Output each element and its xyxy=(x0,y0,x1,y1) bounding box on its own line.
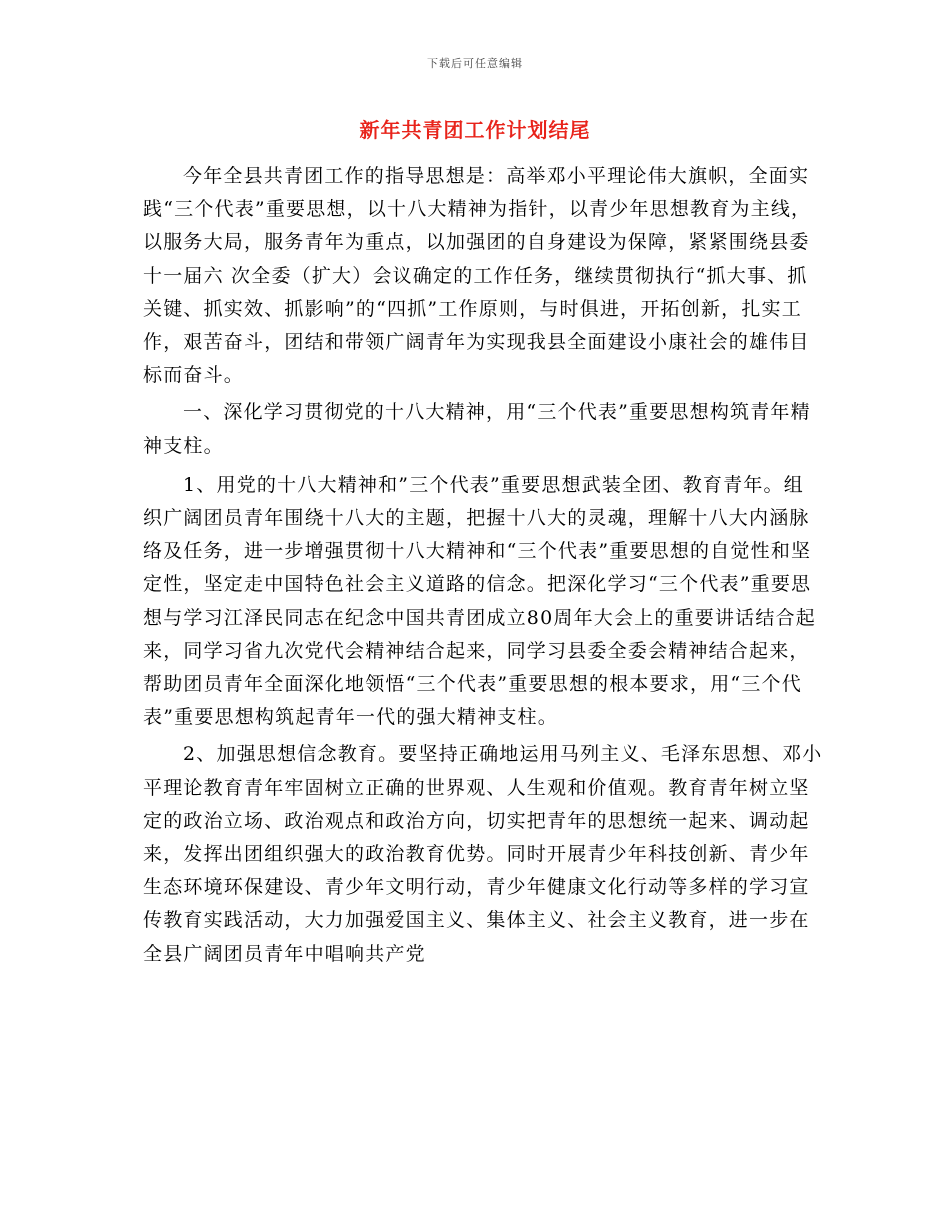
document-title: 新年共青团工作计划结尾 xyxy=(359,118,591,142)
header-note: 下载后可任意编辑 xyxy=(427,57,523,70)
section-heading-1: 一、深化学习贯彻党的十八大精神，用“三个代表”重要思想构筑青年精神支柱。 xyxy=(143,401,811,457)
paragraph-item-1: 1、用党的十八大精神和”三个代表”重要思想武装全团、教育青年。组织广阔团员青年围绕十八大的主题，把握十八大的灵魂，理解十八大内涵脉络及任务，进一步增强贯彻十八大精神和“三个代表”重要思想的自觉性和坚定性，坚定走中国特色社会主义道路的信念。把深化学习“三个代表”重要思想与学习江泽民同志在纪念中国共青团成立80周年大会上的重要讲话结合起来，同学习省九次党代会精神结合起来，同学习县委全委会精神结合起来，帮助团员青年全面深化地领悟“三个代表”重要思想的根本要求，用“三个代表”重要思想构筑起青年一代的强大精神支柱。 xyxy=(143,473,816,729)
paragraph-guiding-ideology: 今年全县共青团工作的指导思想是：高举邓小平理论伟大旗帜，全面实践“三个代表”重要思想，以十八大精神为指针，以青少年思想教育为主线，以服务大局，服务青年为重点，以加强团的自身建设为保障，紧紧围绕县委十一届六 次全委（扩大）会议确定的工作任务，继续贯彻执行“抓大事、抓关键、抓实效、抓影响”的“四抓”工作原则，与时俱进，开拓创新，扎实工作，艰苦奋斗，团结和带领广阔青年为实现我县全面建设小康社会的雄伟目标而奋斗。 xyxy=(143,165,812,387)
document-body xyxy=(143,160,823,975)
paragraph-item-2: 2、加强思想信念教育。要坚持正确地运用马列主义、毛泽东思想、邓小平理论教育青年牢固树立正确的世界观、人生观和价值观。教育青年树立坚定的政治立场、政治观点和政治方向，切实把青年的思想统一起来、调动起来，发挥出团组织强大的政治教育优势。同时开展青少年科技创新、青少年生态环境环保建设、青少年文明行动，青少年健康文化行动等多样的学习宣传教育实践活动，大力加强爱国主义、集体主义、社会主义教育，进一步在全县广阔团员青年中唱响共产党 xyxy=(143,743,823,965)
